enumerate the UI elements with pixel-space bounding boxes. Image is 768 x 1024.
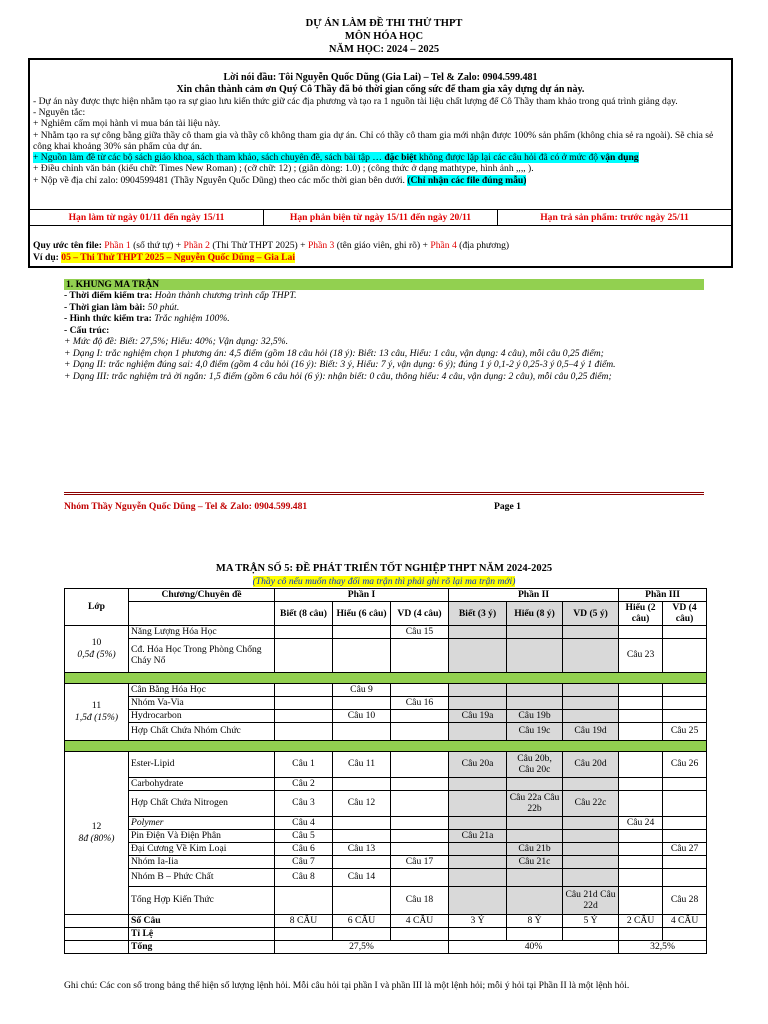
question-cell: Câu 6: [275, 842, 333, 855]
source-rule-text: không được lặp lại các câu hỏi đã có ở mức độ: [416, 152, 601, 164]
matrix-title: MA TRẬN SỐ 5: ĐỀ PHÁT TRIỂN TỐT NGHIỆP THPT NĂM 2024-2025: [215, 563, 553, 574]
question-cell: [619, 709, 663, 722]
question-cell: [449, 638, 507, 672]
exam-time: - Thời điểm kiểm tra: Hoàn thành chương trình cấp THPT.: [64, 290, 297, 302]
school-year: NĂM HỌC: 2024 – 2025: [328, 43, 440, 55]
question-cell: [507, 696, 563, 709]
submit-emphasis: (Chỉ nhận các file đúng mẫu): [407, 174, 527, 186]
deadline-return: Hạn trả sản phẩm: trước ngày 25/11: [540, 212, 689, 223]
question-cell: [333, 696, 391, 709]
question-cell: [333, 886, 391, 914]
chapter-cell: Ester-Lipid: [129, 751, 275, 777]
question-cell: Câu 19c: [507, 722, 563, 740]
intro-source-rule: [33, 152, 728, 163]
naming-part: Phần 1: [104, 240, 131, 251]
question-cell: [275, 625, 333, 638]
naming-part: Phần 3: [307, 240, 335, 251]
question-cell: [449, 855, 507, 868]
question-cell: [619, 842, 663, 855]
question-cell: Câu 20a: [449, 751, 507, 777]
question-cell: [391, 683, 449, 696]
total-cell: 5 Ý: [563, 914, 619, 927]
naming-desc: (số thứ tự) +: [130, 240, 184, 251]
question-cell: [449, 696, 507, 709]
question-cell: [663, 868, 707, 886]
question-cell: [391, 751, 449, 777]
question-cell: Câu 12: [333, 790, 391, 816]
subheader-cell: Hiểu (2 câu): [619, 602, 663, 626]
intro-title: Lời nói đầu: Tôi Nguyễn Quốc Dũng (Gia Lai) – Tel & Zalo: 0904.599.481: [223, 72, 538, 83]
header-part-2: Phần II: [449, 589, 619, 602]
matrix-subtitle: (Thầy cô nếu muốn thay đổi ma trận thì phải ghi rõ lại ma trận mới): [252, 576, 516, 587]
question-cell: [507, 638, 563, 672]
sum-row: [65, 940, 707, 953]
table-row: [65, 868, 707, 886]
table-row: [65, 855, 707, 868]
question-cell: [275, 638, 333, 672]
question-cell: [391, 777, 449, 790]
question-cell: [663, 683, 707, 696]
ratio-label: Tỉ Lệ: [129, 927, 275, 940]
question-cell: [333, 625, 391, 638]
table-row: [65, 777, 707, 790]
question-cell: Câu 26: [663, 751, 707, 777]
chapter-cell: Carbohydrate: [129, 777, 275, 790]
table-row: [65, 829, 707, 842]
question-cell: [619, 829, 663, 842]
question-cell: Câu 19b: [507, 709, 563, 722]
question-cell: [391, 722, 449, 740]
question-cell: [507, 829, 563, 842]
question-cell: [663, 638, 707, 672]
chapter-cell: Nhóm Ia-Iia: [129, 855, 275, 868]
chapter-cell: Nhóm B – Phức Chất: [129, 868, 275, 886]
question-cell: Câu 22c: [563, 790, 619, 816]
subject-title: MÔN HÓA HỌC: [344, 30, 424, 42]
total-cell: 4 CÂU: [663, 914, 707, 927]
question-cell: [333, 722, 391, 740]
table-row: [65, 816, 707, 829]
question-cell: [663, 625, 707, 638]
naming-part: Phần 2: [183, 240, 210, 251]
question-cell: [619, 855, 663, 868]
total-cell: 2 CÂU: [619, 914, 663, 927]
question-type-1: + Dạng I: trắc nghiệm chọn 1 phương án: 4,5 điểm (gồm 18 câu hỏi (18 ý): Biết: 13 câu, Hiểu: 1 câu, vận dụng: 4 câu), mỗi câu 0,25 điểm;: [64, 347, 604, 359]
question-cell: [663, 855, 707, 868]
intro-box: [28, 58, 733, 268]
question-cell: Câu 19d: [563, 722, 619, 740]
question-cell: [333, 638, 391, 672]
question-cell: [619, 886, 663, 914]
question-cell: [619, 625, 663, 638]
question-cell: [275, 886, 333, 914]
table-row: [65, 625, 707, 638]
intro-paragraph: + Điều chỉnh văn bản (kiểu chữ: Times New Roman) ; (cỡ chữ: 12) ; (giãn dòng: 1.0) ; (công thức ở dạng mathtype, hình ảnh ,,,, ).: [33, 163, 534, 175]
question-cell: [333, 816, 391, 829]
example-value: 05 – Thi Thử THPT 2025 – Nguyễn Quốc Dũng – Gia Lai: [61, 251, 296, 263]
question-cell: [449, 625, 507, 638]
question-cell: Câu 21c: [507, 855, 563, 868]
question-cell: [449, 790, 507, 816]
question-cell: Câu 20b, Câu 20c: [507, 751, 563, 777]
header-part-3: Phần III: [619, 589, 707, 602]
naming-desc: (địa phương): [456, 240, 510, 251]
total-cell: 8 Ý: [507, 914, 563, 927]
question-cell: [563, 638, 619, 672]
project-title: DỰ ÁN LÀM ĐỀ THI THỬ THPT: [305, 18, 463, 29]
question-cell: [563, 683, 619, 696]
chapter-cell: Hợp Chất Chứa Nhóm Chức: [129, 722, 275, 740]
question-cell: [333, 777, 391, 790]
matrix-note: Ghi chú: Các con số trong bảng thể hiện số lượng lệnh hỏi. Mỗi câu hỏi tại phần I và phần III là một lệnh hỏi; mỗi ý hỏi tại Phần II là một lệnh hỏi.: [64, 980, 630, 991]
matrix-framework-section: [64, 279, 704, 382]
intro-paragraph: - Nguyên tắc:: [33, 106, 86, 118]
chapter-cell: Năng Lượng Hóa Học: [129, 625, 275, 638]
question-cell: [449, 842, 507, 855]
question-cell: [449, 683, 507, 696]
chapter-cell: Hydrocarbon: [129, 709, 275, 722]
subheader-cell: VD (4 câu): [391, 602, 449, 626]
question-cell: [391, 816, 449, 829]
sum-label: Tổng: [129, 940, 275, 953]
subheader-cell: VD (5 ý): [563, 602, 619, 626]
question-cell: [663, 790, 707, 816]
total-cell: 8 CÂU: [275, 914, 333, 927]
chapter-cell: Đại Cương Về Kim Loại: [129, 842, 275, 855]
subheader-cell: VD (4 câu): [663, 602, 707, 626]
intro-submit: [33, 175, 728, 186]
question-cell: [391, 638, 449, 672]
question-cell: [663, 696, 707, 709]
table-header-row: [65, 589, 707, 602]
source-rule-emphasis: vận dụng: [600, 152, 639, 164]
question-cell: [563, 696, 619, 709]
question-cell: [449, 816, 507, 829]
question-cell: [619, 683, 663, 696]
question-cell: [391, 790, 449, 816]
question-cell: [275, 696, 333, 709]
question-cell: Câu 19a: [449, 709, 507, 722]
example-label: Ví dụ:: [33, 251, 62, 263]
header-part-1: Phần I: [275, 589, 449, 602]
source-rule-text: + Nguồn làm đề từ các bộ sách giáo khoa, sách tham khảo, sách chuyên đề, sách bài tập …: [33, 152, 385, 164]
question-cell: [563, 829, 619, 842]
sum-part-2: 40%: [449, 940, 619, 953]
deadline-review: Hạn phản biện từ ngày 15/11 đến ngày 20/11: [264, 210, 498, 225]
question-cell: [619, 696, 663, 709]
question-cell: Câu 3: [275, 790, 333, 816]
table-row: [65, 886, 707, 914]
question-cell: [391, 709, 449, 722]
deadline-row: [30, 209, 731, 226]
chapter-cell: Pin Điện Và Điện Phân: [129, 829, 275, 842]
table-row: [65, 696, 707, 709]
question-cell: Câu 21b: [507, 842, 563, 855]
naming-desc: (Thi Thử THPT 2025) +: [209, 240, 308, 251]
question-cell: Câu 22a Câu 22b: [507, 790, 563, 816]
subheader-cell: Biết (3 ý): [449, 602, 507, 626]
question-cell: [619, 790, 663, 816]
total-cell: 4 CÂU: [391, 914, 449, 927]
total-cell: 3 Ý: [449, 914, 507, 927]
question-cell: [507, 868, 563, 886]
subheader-cell: Hiểu (6 câu): [333, 602, 391, 626]
question-cell: [507, 886, 563, 914]
question-cell: [563, 816, 619, 829]
table-subheader-row: [65, 602, 707, 626]
question-cell: Câu 17: [391, 855, 449, 868]
table-row: [65, 638, 707, 672]
question-cell: [563, 842, 619, 855]
question-type-3: + Dạng III: trắc nghiệm trả ời ngắn: 1,5 điểm (gồm 6 câu hỏi (6 ý): nhận biết: 0 câu, thông hiểu: 4 câu, vận dụng: 2 câu), mỗi câu 0,25 điểm;: [64, 370, 612, 382]
intro-paragraph: + Nghiêm cấm mọi hành vi mua bán tài liệu này.: [33, 118, 221, 130]
question-cell: [507, 777, 563, 790]
question-cell: [663, 816, 707, 829]
question-cell: [507, 816, 563, 829]
question-cell: Câu 18: [391, 886, 449, 914]
naming-label: Quy ước tên file: [33, 240, 99, 251]
question-cell: [275, 709, 333, 722]
question-cell: [333, 829, 391, 842]
naming-rule: Quy ước tên file: Phần 1 (số thứ tự) + Phần 2 (Thi Thử THPT 2025) + Phần 3 (tên giáo viên, ghi rõ) + Phần 4 (địa phương): [33, 240, 510, 251]
table-row: [65, 722, 707, 740]
question-cell: [333, 855, 391, 868]
empty-cell: [65, 927, 129, 940]
grade-cell: 10 0,5đ (5%): [65, 625, 129, 672]
total-cell: 6 CÂU: [333, 914, 391, 927]
question-cell: [563, 709, 619, 722]
intro-paragraph: - Dự án này được thực hiện nhằm tạo ra sự giao lưu kiến thức giữ các địa phương và tạo ra 1 nguồn tài liệu chất lượng để Cô Thầy tham khảo trong quá trình giảng dạy.: [33, 95, 678, 107]
document-header: [0, 0, 768, 56]
empty-cell: [65, 914, 129, 927]
question-cell: [507, 683, 563, 696]
question-cell: Câu 11: [333, 751, 391, 777]
question-type-2: + Dạng II: trắc nghiệm đúng sai: 4,0 điểm (gồm 4 câu hỏi (16 ý): Biết: 3 ý, Hiểu: 7 ý, vận dụng: 6 ý); đúng 1 ý 0,1-2 ý 0,25-3 ý 0,5–4 ý 1 điểm.: [64, 359, 616, 371]
subheader-cell: Hiểu (8 ý): [507, 602, 563, 626]
question-cell: [391, 868, 449, 886]
question-cell: [563, 777, 619, 790]
table-row: [65, 790, 707, 816]
empty-cell: [129, 602, 275, 626]
grade-cell: 12 8đ (80%): [65, 751, 129, 914]
question-cell: Câu 5: [275, 829, 333, 842]
question-cell: Câu 4: [275, 816, 333, 829]
question-cell: [619, 777, 663, 790]
difficulty-levels: + Mức độ đề: Biết: 27,5%; Hiểu: 40%; Vận dụng: 32,5%.: [64, 336, 289, 348]
question-cell: Câu 14: [333, 868, 391, 886]
table-row: [65, 751, 707, 777]
question-cell: [563, 625, 619, 638]
question-cell: [449, 722, 507, 740]
chapter-cell: Nhóm Va-Via: [129, 696, 275, 709]
question-cell: [563, 855, 619, 868]
table-row: [65, 709, 707, 722]
question-cell: Câu 28: [663, 886, 707, 914]
question-cell: Câu 2: [275, 777, 333, 790]
question-cell: Câu 1: [275, 751, 333, 777]
footer-group: Nhóm Thầy Nguyễn Quốc Dũng – Tel & Zalo: 0904.599.481: [64, 501, 308, 512]
intro-thanks: Xin chân thành cảm ơn Quý Cô Thầy đã bỏ thời gian cống sức để tham gia xây dựng dự án này.: [176, 83, 585, 95]
question-cell: Câu 20d: [563, 751, 619, 777]
question-cell: [449, 886, 507, 914]
question-cell: [507, 625, 563, 638]
question-cell: Câu 24: [619, 816, 663, 829]
question-cell: [449, 777, 507, 790]
grade-separator: [65, 740, 707, 751]
exam-form: - Hình thức kiểm tra: Trắc nghiệm 100%.: [64, 313, 230, 325]
source-rule-emphasis: đặc biệt: [384, 152, 417, 164]
grade-separator: [65, 672, 707, 683]
grade-cell: 11 1,5đ (15%): [65, 683, 129, 740]
question-cell: Câu 21d Câu 22d: [563, 886, 619, 914]
question-cell: Câu 7: [275, 855, 333, 868]
section-heading: 1. KHUNG MA TRẬN: [64, 279, 704, 290]
sum-part-3: 32,5%: [619, 940, 707, 953]
question-cell: [449, 868, 507, 886]
chapter-cell: Cân Bằng Hóa Học: [129, 683, 275, 696]
totals-row: [65, 914, 707, 927]
structure-label: - Cấu trúc:: [64, 324, 110, 336]
question-cell: Câu 25: [663, 722, 707, 740]
question-cell: [663, 829, 707, 842]
question-cell: [275, 683, 333, 696]
totals-label: Số Câu: [129, 914, 275, 927]
empty-cell: [65, 940, 129, 953]
header-chapter: Chương/Chuyên đề: [129, 589, 275, 602]
question-cell: Câu 21a: [449, 829, 507, 842]
ratio-row: [65, 927, 707, 940]
table-row: [65, 683, 707, 696]
exam-matrix-table: [64, 588, 707, 954]
file-naming: [33, 240, 509, 264]
question-cell: [619, 868, 663, 886]
submit-text: + Nộp về địa chỉ zalo: 0904599481 (Thầy Nguyễn Quốc Dũng) theo các mốc thời gian bên dưới.: [33, 174, 408, 186]
question-cell: Câu 13: [333, 842, 391, 855]
naming-part: Phần 4: [430, 240, 457, 251]
subheader-cell: Biết (8 câu): [275, 602, 333, 626]
question-cell: [391, 829, 449, 842]
question-cell: [663, 777, 707, 790]
matrix-subtitle-wrap: [0, 576, 768, 588]
question-cell: [391, 842, 449, 855]
naming-desc: (tên giáo viên, ghi rõ) +: [334, 240, 431, 251]
question-cell: Câu 23: [619, 638, 663, 672]
question-cell: Câu 16: [391, 696, 449, 709]
question-cell: Câu 8: [275, 868, 333, 886]
question-cell: [663, 709, 707, 722]
naming-example: [33, 252, 509, 264]
exam-duration: - Thời gian làm bài: 50 phút.: [64, 301, 180, 313]
header-grade: Lớp: [65, 589, 129, 626]
question-cell: [619, 751, 663, 777]
question-cell: Câu 10: [333, 709, 391, 722]
chapter-cell: Hợp Chất Chứa Nitrogen: [129, 790, 275, 816]
question-cell: Câu 27: [663, 842, 707, 855]
chapter-cell: Polymer: [129, 816, 275, 829]
page-number: Page 1: [494, 501, 521, 512]
question-cell: [619, 722, 663, 740]
sum-part-1: 27,5%: [275, 940, 449, 953]
table-row: [65, 842, 707, 855]
chapter-cell: Cđ. Hóa Học Trong Phòng Chống Cháy Nổ: [129, 638, 275, 672]
question-cell: Câu 9: [333, 683, 391, 696]
intro-paragraph: + Nhằm tạo ra sự công bằng giữa thầy cô tham gia và thầy cô không tham gia dự án. Chỉ có thầy cô tham gia mới nhận được 100% sản phẩm (không chia sẻ ra ngoài). Sẽ chia sẻ công khai khoảng 30% sản phẩm của dự án.: [33, 129, 714, 152]
question-cell: Câu 15: [391, 625, 449, 638]
question-cell: [563, 868, 619, 886]
question-cell: [275, 722, 333, 740]
deadline-write: Hạn làm từ ngày 01/11 đến ngày 15/11: [30, 210, 264, 225]
intro-body: [30, 96, 731, 187]
page-footer: [64, 492, 704, 512]
chapter-cell: Tổng Hợp Kiến Thức: [129, 886, 275, 914]
